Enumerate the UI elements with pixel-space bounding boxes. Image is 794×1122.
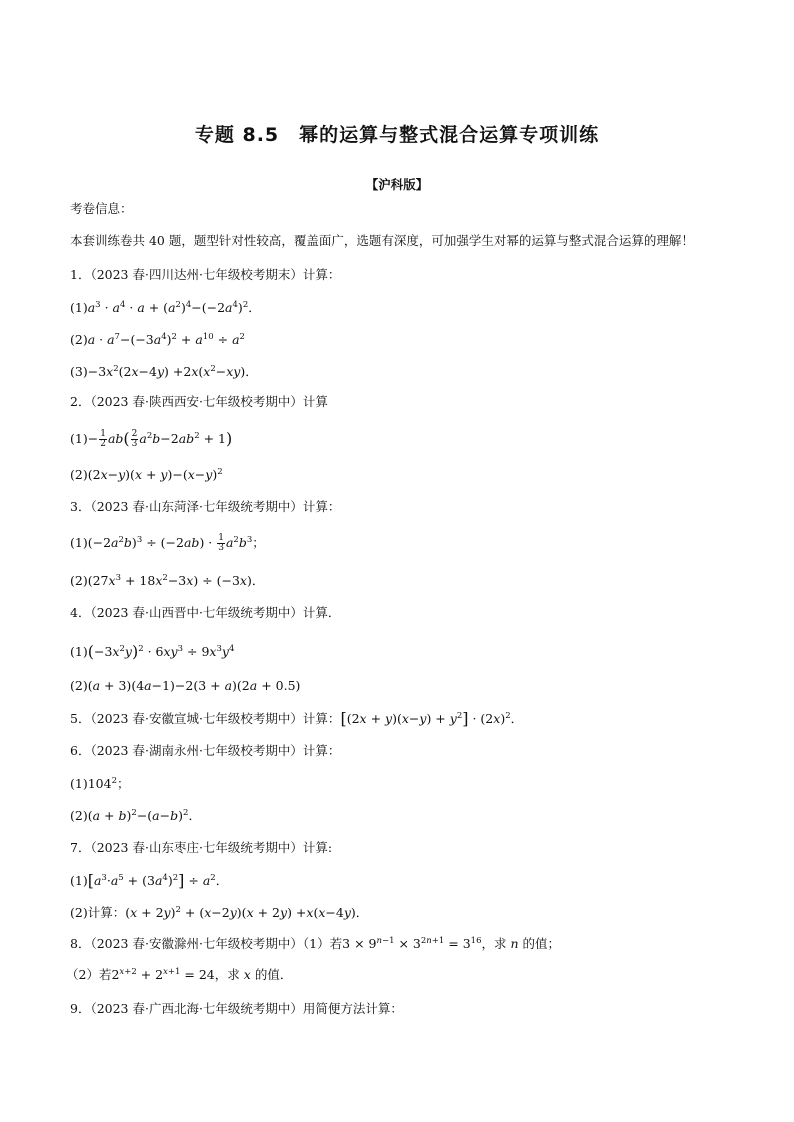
q2-part-1: (1)− $\frac{1}{2}$ ab( $\frac{2}{3}$ $a^2b-2ab^2 + 1$) [70, 429, 233, 449]
question-5: 5．（2023 春·安徽宣城·七年级校考期中）计算：$[(2x + y)(x-y) + y^2] \cdot (2x)^2$． [70, 709, 524, 728]
q7-part-2: (2)计算：$(x + 2y)^2 + (x-2y)(x + 2y) +x(x-4y)$． [70, 905, 369, 920]
q1-part-1: $(1)a^3 \cdot a^4 \cdot a + (a^2)^4-(-2a^4)^2$． [70, 300, 261, 315]
q6-part-2: $(2)(a + b)^2-(a-b)^2$． [70, 808, 201, 823]
q2-part-2: $(2)(2x-y)(x + y)-(x-y)^2$ [70, 467, 223, 482]
question-3-head: 3．（2023 春·山东菏泽·七年级统考期中）计算： [70, 499, 341, 514]
question-8-part-2: （2）若$2^{x+2} + 2^{x+1} = 24$，求 x 的值． [66, 967, 293, 982]
info-label: 考卷信息： [70, 201, 133, 216]
info-text: 本套训练卷共 40 题，题型针对性较高，覆盖面广，选题有深度，可加强学生对幂的运算与整式混合运算的理解！ [70, 233, 694, 248]
question-1-head: 1．（2023 春·四川达州·七年级校考期末）计算： [70, 267, 341, 282]
edition-label: 【沪科版】 [365, 177, 429, 192]
question-7-head: 7．（2023 春·山东枣庄·七年级统考期中）计算: [70, 840, 333, 855]
q7-part-1: $(1)[a^3\cdot a^5 + (3a^4)^2] \div a^2$． [70, 871, 229, 890]
question-2-head: 2．（2023 春·陕西西安·七年级校考期中）计算 [70, 394, 328, 409]
q4-part-1: $(1)(-3x^2y)^2 \cdot 6xy^3 \div 9x^3y^4$ [70, 642, 235, 661]
q1-part-2: $(2)a \cdot a^7-(-3a^4)^2 + a^{10} \div a^2$ [70, 332, 245, 347]
page-title: 专题 8.5 幂的运算与整式混合运算专项训练 [194, 124, 600, 146]
question-4-head: 4．（2023 春·山西晋中·七年级统考期中）计算． [70, 605, 341, 620]
question-9-head: 9．（2023 春·广西北海·七年级统考期中）用简便方法计算： [70, 1001, 403, 1016]
q6-part-1: $(1)104^2$； [70, 776, 130, 791]
q1-part-3: $(3)-3x^2(2x-4y) +2x(x^2-xy)$． [70, 364, 258, 379]
question-6-head: 6．（2023 春·湖南永州·七年级校考期中）计算： [70, 743, 341, 758]
q4-part-2: (2)(a + 3)(4a−1)−2(3 + a)(2a + 0.5) [70, 678, 301, 693]
q3-part-2: $(2)(27x^3 + 18x^2-3x) \div (-3x)$． [70, 573, 265, 588]
question-8-part-1: 8．（2023 春·安徽滁州·七年级校考期中）（1）若$3 \times 9^{n-1} \times 3^{2n+1} = 3^{16}$，求 n 的值； [70, 936, 561, 951]
q3-part-1: $(1)(-2a^2b)^3 \div (-2ab)$ · $\frac{1}{3}$ $a^2b^3$； [70, 533, 265, 553]
